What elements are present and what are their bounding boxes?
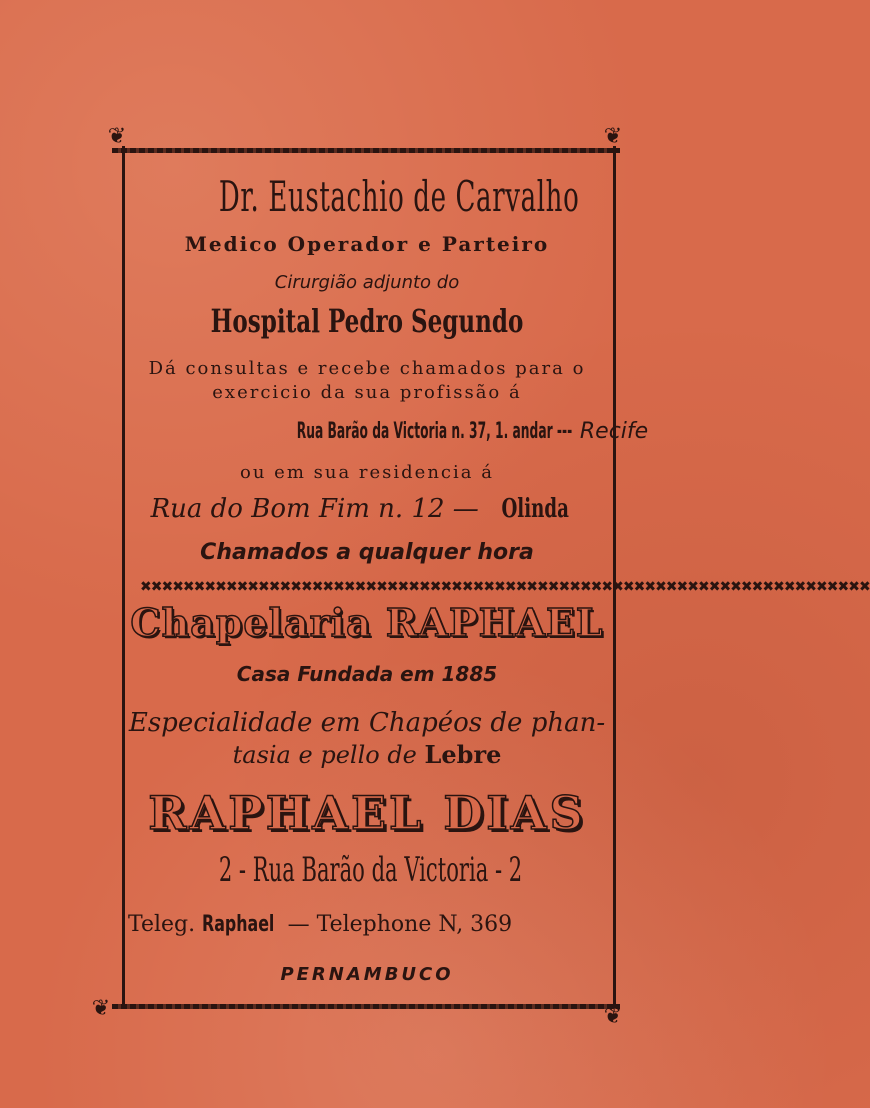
service-line-1: Dá consultas e recebe chamados para o — [148, 358, 586, 379]
shop-name: Chapelaria RAPHAEL — [130, 600, 604, 645]
office-city: Recife — [579, 419, 649, 444]
shop-street: 2 - Rua Barão da Victoria - 2 — [218, 850, 523, 890]
telephone: — Telephone N, 369 — [287, 912, 513, 937]
doctor-name: Dr. Eustachio de Carvalho — [218, 172, 580, 221]
doctor-roles: Medico Operador e Parteiro — [184, 232, 550, 256]
hospital-name: Hospital Pedro Segundo — [210, 302, 524, 340]
teleg-name: Raphael — [202, 912, 275, 937]
corner-ornament-icon: ❦ — [603, 1004, 623, 1029]
residence-address — [128, 494, 606, 524]
teleg-label: Teleg. — [128, 912, 196, 937]
residence-city: Olinda — [501, 494, 569, 524]
corner-ornament-icon: ❦ — [107, 124, 127, 149]
specialty-line-2 — [128, 740, 606, 769]
owner-name: RAPHAEL DIAS — [148, 786, 586, 840]
doctor-position: Cirurgião adjunto do — [274, 272, 460, 293]
specialty-line-1: Especialidade em Chapéos de phan- — [128, 708, 606, 738]
cross-ornament-rule: ✖✖✖✖✖✖✖✖✖✖✖✖✖✖✖✖✖✖✖✖✖✖✖✖✖✖✖✖✖✖✖✖✖✖✖✖✖✖✖✖✖✖✖✖✖✖✖✖✖✖✖✖✖✖✖✖✖✖✖✖✖✖✖✖✖✖✖✖ — [140, 579, 870, 595]
corner-ornament-icon: ❦ — [91, 996, 111, 1021]
residence-intro: ou em sua residencia á — [240, 462, 494, 483]
corner-ornament-icon: ❦ — [603, 124, 623, 149]
office-address — [128, 418, 649, 444]
state-name: PERNAMBUCO — [280, 964, 454, 985]
calls-notice: Chamados a qualquer hora — [200, 540, 534, 565]
contact-line — [128, 912, 606, 937]
shop-founded: Casa Fundada em 1885 — [236, 662, 498, 686]
specialty-text: tasia e pello de — [232, 741, 417, 769]
advertisement-content — [128, 160, 870, 1000]
specialty-word: Lebre — [424, 740, 502, 769]
residence-street: Rua do Bom Fim n. 12 — — [150, 494, 479, 524]
service-line-2: exercicio da sua profissão á — [212, 382, 522, 403]
office-street: Rua Barão da Victoria n. 37, 1. andar --- — [296, 419, 573, 444]
